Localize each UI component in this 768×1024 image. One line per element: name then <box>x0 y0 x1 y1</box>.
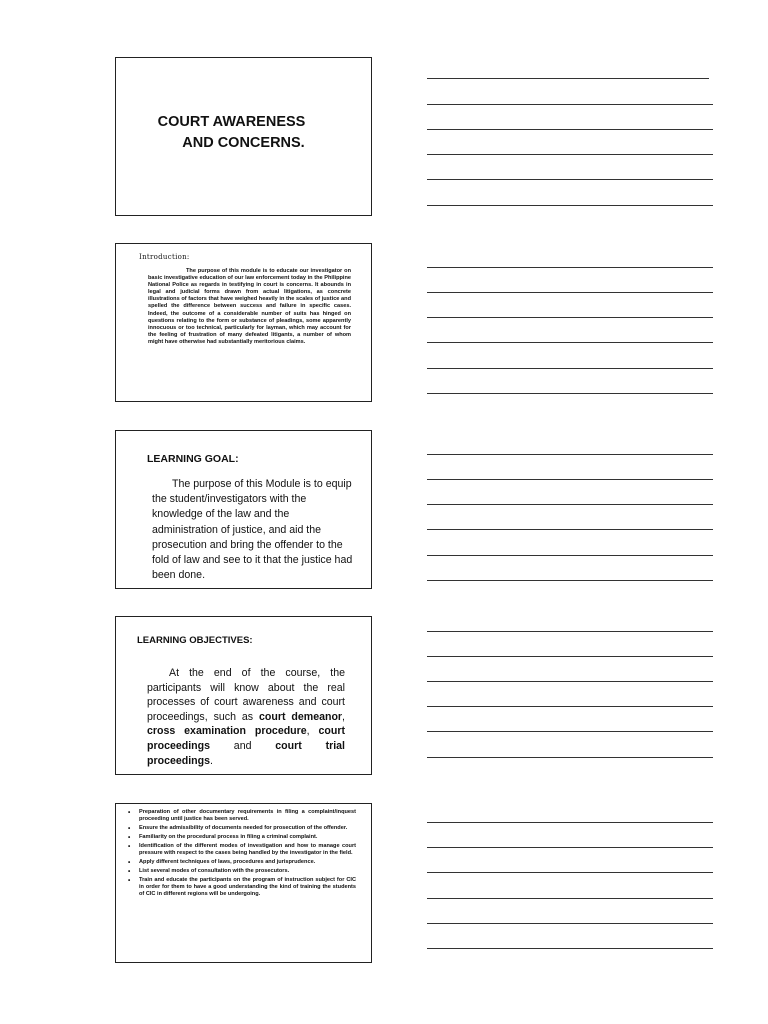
list-item: • Ensure the admissibility of documents needed for prosecution of the offender. <box>128 825 356 832</box>
note-line <box>427 104 713 105</box>
term-court-proceedings: court proceedings <box>147 725 345 752</box>
note-line <box>427 205 713 206</box>
slide-learning-objectives <box>115 616 372 775</box>
note-line <box>427 292 713 293</box>
note-line <box>427 454 713 455</box>
note-line <box>427 706 713 707</box>
learning-objectives-body <box>147 666 345 768</box>
note-line <box>427 529 713 530</box>
note-line <box>427 681 713 682</box>
note-line <box>427 179 713 180</box>
introduction-body: The purpose of this module is to educate our investigator on basic investigative education of our law enforcement today in the Philippine National Police as regards in testifying in court is concerns. It abounds in legal and judicial forms drawn from actual litigations, as concrete illustrations of factors that have weighed heavily in the scales of justice and spelled the difference between success and failure in specific cases. Indeed, the outcome of a considerable number of suits has hinged on questions relating to the form or substance of pleadings, some apparently innocuous or too technical, particularly for layman, which may account for the feeling of frustration of many defeated litigants, a number of whom might have otherwise had substantially meritorious claims. <box>148 268 351 345</box>
learning-objectives-heading: LEARNING OBJECTIVES: <box>137 635 253 646</box>
list-item: • List several modes of consultation with the prosecutors. <box>128 868 356 875</box>
objectives-intro-text: At the end of the course, the participants will know about the real processes of court awareness and court proceedings, such as <box>147 667 345 723</box>
note-line <box>427 731 713 732</box>
list-item: • Preparation of other documentary requirements in filing a complaint/inquest proceeding until justice has been served. <box>128 809 356 823</box>
separator-2: , <box>306 725 319 738</box>
term-court-trial-proceedings: court trial proceedings <box>147 739 345 767</box>
term-court-demeanor: court demeanor <box>259 710 343 723</box>
learning-goal-heading: LEARNING GOAL: <box>147 453 239 465</box>
document-title <box>116 112 371 154</box>
list-item: • Identification of the different modes of investigation and how to manage court pressure with respect to the cases being handled by the investigator in the field. <box>128 843 356 857</box>
note-line <box>427 393 713 394</box>
note-line <box>427 631 713 632</box>
note-line <box>427 656 713 657</box>
note-line <box>427 78 709 79</box>
list-item: • Train and educate the participants on the program of instruction subject for CIC in order for them to have a good understanding the kind of training the students of CIC in different regions will be undergoing. <box>128 877 356 898</box>
note-line <box>427 129 713 130</box>
note-line <box>427 757 713 758</box>
note-line <box>427 872 713 873</box>
list-item: • Apply different techniques of laws, procedures and jurisprudence. <box>128 859 356 866</box>
note-line <box>427 368 713 369</box>
objectives-bullet-list <box>128 809 356 900</box>
note-line <box>427 555 713 556</box>
sentence-end: . <box>210 754 213 767</box>
separator-3: and <box>210 739 276 752</box>
slide-learning-goal <box>115 430 372 589</box>
term-cross-examination: cross examination procedure <box>147 725 307 738</box>
slide-objectives-list <box>115 803 372 963</box>
note-line <box>427 479 713 480</box>
note-line <box>427 317 713 318</box>
note-line <box>427 154 713 155</box>
note-line <box>427 580 713 581</box>
note-line <box>427 948 713 949</box>
slide-introduction <box>115 243 372 402</box>
list-item: • Familiarity on the procedural process in filing a criminal complaint. <box>128 834 356 841</box>
title-line-1: COURT AWARENESS <box>157 114 306 130</box>
note-line <box>427 267 713 268</box>
note-line <box>427 504 713 505</box>
learning-goal-body: The purpose of this Module is to equip the student/investigators with the knowledge of the law and the administration of justice, and aid the prosecution and bring the offender to the fold of law and see to it that the justice had been done. <box>152 478 353 582</box>
note-line <box>427 898 713 899</box>
note-line <box>427 847 713 848</box>
introduction-heading: Introduction: <box>139 253 190 261</box>
separator-1: , <box>342 710 345 723</box>
note-line <box>427 822 713 823</box>
title-line-2: AND CONCERNS. <box>182 135 305 151</box>
note-line <box>427 342 713 343</box>
note-line <box>427 923 713 924</box>
slide-title <box>115 57 372 216</box>
